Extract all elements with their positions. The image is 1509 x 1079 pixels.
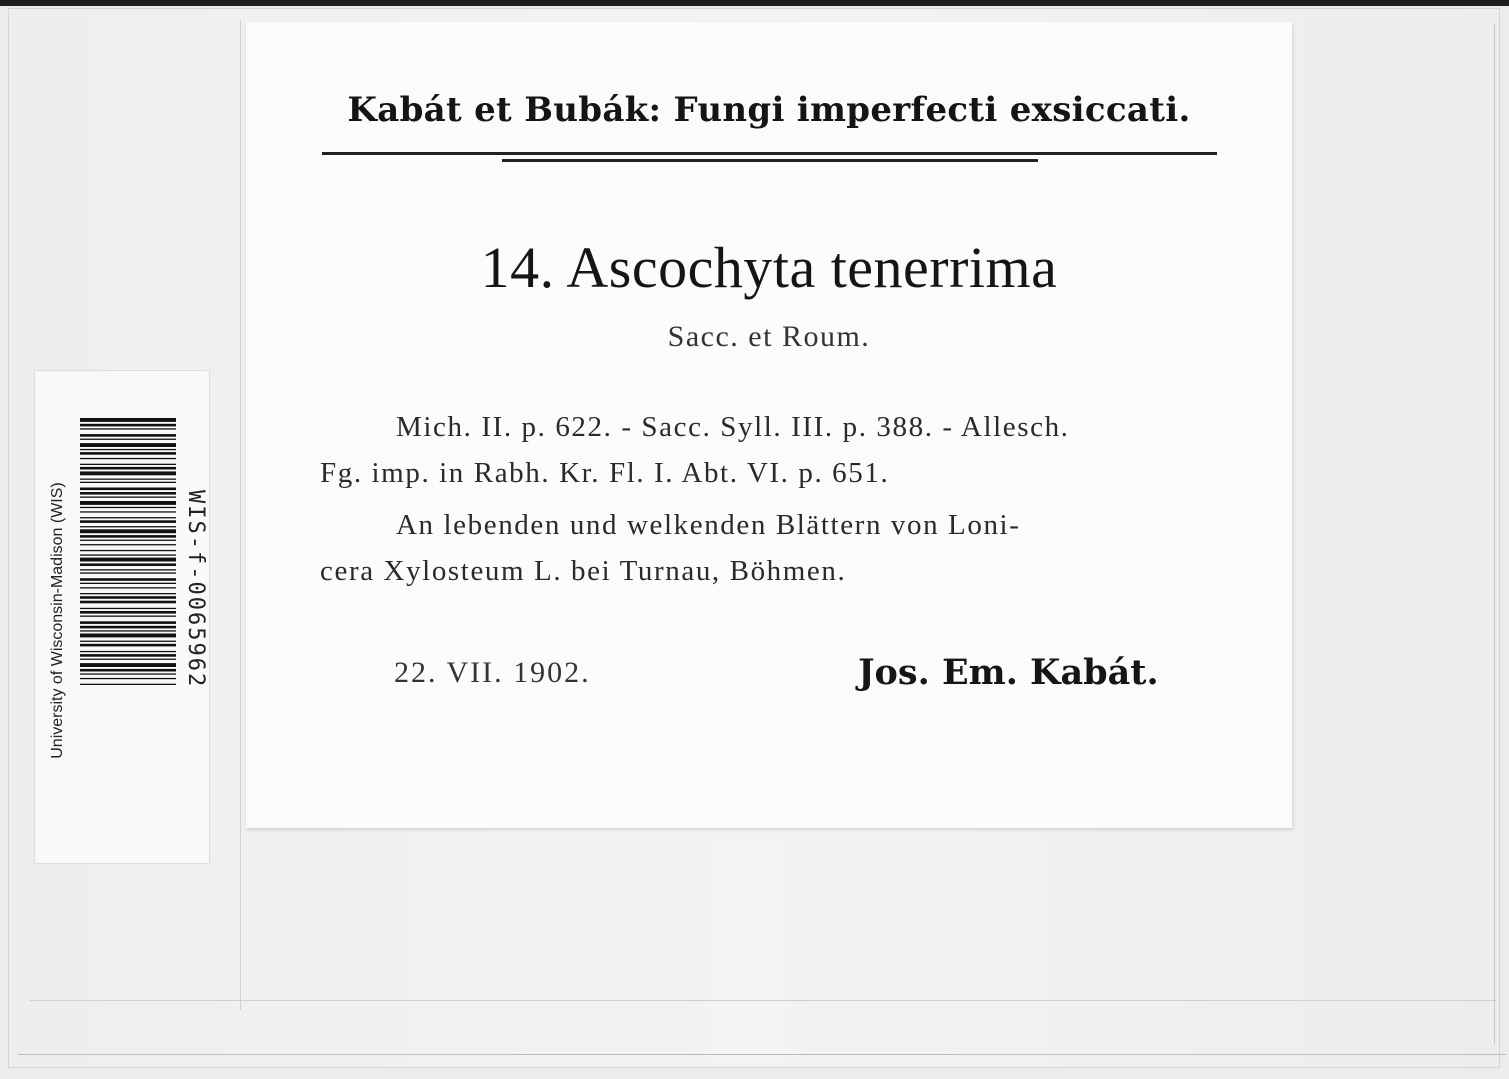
barcode-bar (80, 654, 176, 657)
barcode-bar (80, 482, 176, 483)
barcode-bar (80, 544, 176, 545)
catalog-number: WIS-f-0065962 (183, 490, 208, 689)
species-name: Ascochyta tenerrima (566, 235, 1058, 300)
barcode-bar (80, 471, 176, 475)
barcode-bar (80, 621, 176, 624)
barcode-bar (80, 554, 176, 555)
barcode-bar (80, 434, 176, 437)
barcode-bar (80, 511, 176, 512)
barcode-bar (80, 583, 176, 584)
barcode-bar (80, 608, 176, 609)
barcode-bar (80, 558, 176, 562)
barcode-bar (80, 458, 176, 459)
habitat-line: An lebenden und welkenden Blättern von Loni- (396, 509, 1021, 541)
species-authority: Sacc. et Roum. (667, 320, 871, 353)
barcode-bar (80, 684, 176, 685)
references-paragraph (320, 404, 1220, 496)
barcode-bar (80, 593, 176, 594)
barcode-bar (80, 550, 176, 551)
barcode-bar (80, 507, 176, 508)
barcode-bar (80, 501, 176, 505)
barcode-bar (80, 596, 176, 599)
barcode-bar (80, 464, 176, 465)
exsiccata-number: 14. (480, 235, 555, 300)
sheet-right-edge (1494, 24, 1495, 1044)
collector-name: Jos. Em. Kabát. (858, 652, 1159, 693)
barcode-bar (80, 479, 176, 480)
barcode-bar (80, 529, 176, 533)
barcode-bar (80, 497, 176, 498)
barcode-institution-text: University of Wisconsin-Madison (WIS) (49, 482, 66, 759)
barcode-bar (80, 467, 176, 470)
barcode-bar (80, 616, 176, 617)
collection-date: 22. VII. 1902. (394, 656, 591, 689)
barcode-bar (80, 517, 176, 518)
barcode-bar (80, 578, 176, 581)
barcode-bar (80, 572, 176, 573)
barcode-bar (80, 669, 176, 672)
series-title: Kabát et Bubák: Fungi imperfecti exsiccati. (347, 90, 1191, 130)
barcode-bar (80, 601, 176, 604)
barcode-bar (80, 418, 176, 422)
barcode-bar (80, 526, 176, 527)
barcode-bar (80, 428, 176, 429)
barcode-graphic (80, 418, 176, 814)
title-underline-thin (502, 159, 1038, 162)
reference-line: Fg. imp. in Rabh. Kr. Fl. I. Abt. VI. p. 651. (320, 457, 890, 489)
barcode-bar (80, 563, 176, 566)
barcode-bar (80, 630, 176, 631)
barcode-bar (80, 611, 176, 614)
barcode-bar (80, 449, 176, 450)
reference-line: Mich. II. p. 622. - Sacc. Syll. III. p. 388. - Allesch. (396, 411, 1070, 443)
barcode-bar (80, 678, 176, 679)
title-underline-thick (322, 152, 1217, 155)
habitat-paragraph (320, 502, 1220, 594)
barcode-bar (80, 641, 176, 642)
barcode-bar (80, 663, 176, 667)
barcode-bar (80, 443, 176, 447)
sheet-crease-line (30, 1000, 1496, 1001)
specimen-label (246, 22, 1292, 828)
top-edge-shadow (0, 0, 1509, 6)
sheet-bottom-edge (18, 1054, 1506, 1055)
barcode-bar (80, 452, 176, 455)
barcode-bar (80, 634, 176, 638)
barcode-bar (80, 424, 176, 427)
barcode-bar (80, 659, 176, 660)
barcode-bar (80, 651, 176, 652)
barcode-bar (80, 535, 176, 538)
barcode-bar (80, 492, 176, 495)
barcode-bar (80, 644, 176, 647)
species-heading (246, 234, 1292, 301)
barcode-bar (80, 626, 176, 629)
barcode-bar (80, 439, 176, 440)
barcode-bar (80, 587, 176, 588)
barcode-bar (80, 488, 176, 491)
barcode-bar (80, 540, 176, 541)
barcode-bar (80, 520, 176, 523)
barcode-bar (80, 569, 176, 570)
barcode-bar (80, 673, 176, 674)
habitat-line: cera Xylosteum L. bei Turnau, Böhmen. (320, 555, 847, 587)
